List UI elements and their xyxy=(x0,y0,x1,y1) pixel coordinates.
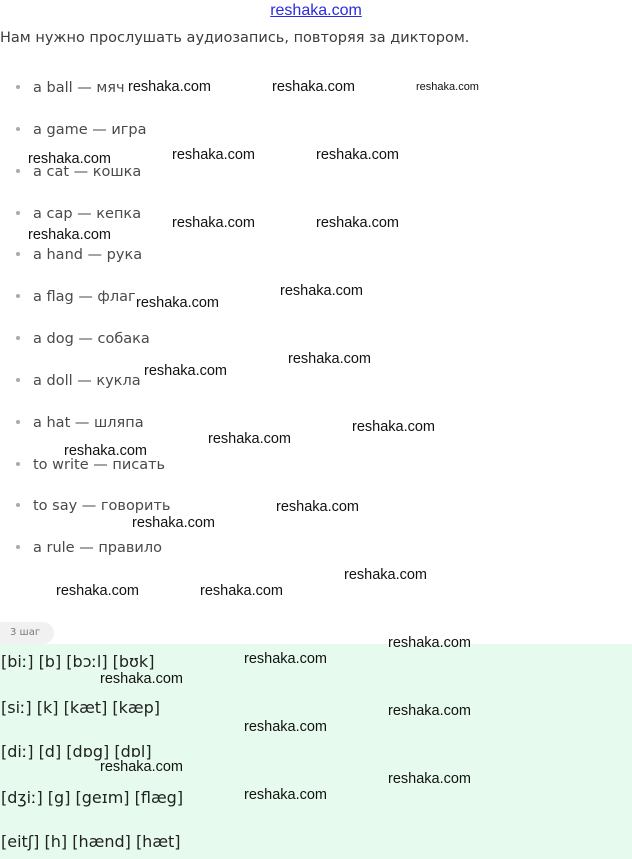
list-item xyxy=(16,289,136,305)
watermark: reshaka.com xyxy=(288,351,372,367)
list-item xyxy=(16,247,142,263)
vocabulary-word: a rule — правило xyxy=(33,540,162,556)
watermark: reshaka.com xyxy=(100,759,184,775)
watermark: reshaka.com xyxy=(56,583,140,599)
vocabulary-word: to say — говорить xyxy=(33,498,171,514)
watermark: reshaka.com xyxy=(136,295,220,311)
list-item xyxy=(16,206,141,222)
bullet-icon xyxy=(16,211,20,215)
watermark: reshaka.com xyxy=(388,635,472,651)
bullet-icon xyxy=(16,462,20,466)
bullet-icon xyxy=(16,127,20,131)
transcription-line: [eitʃ] [h] [hænd] [hæt] xyxy=(1,832,181,851)
watermark: reshaka.com xyxy=(244,651,328,667)
list-item xyxy=(16,540,162,556)
watermark: reshaka.com xyxy=(28,151,112,167)
watermark: reshaka.com xyxy=(28,227,112,243)
transcription-line: [dʒiː] [g] [geɪm] [flæg] xyxy=(1,788,184,807)
watermark: reshaka.com xyxy=(280,283,364,299)
bullet-icon xyxy=(16,503,20,507)
vocabulary-word: a hat — шляпа xyxy=(33,415,144,431)
transcription-line: [siː] [k] [kæt] [kæp] xyxy=(1,698,161,717)
bullet-icon xyxy=(16,252,20,256)
intro-text: Нам нужно прослушать аудиозапись, повторяя за диктором. xyxy=(0,30,470,46)
transcription-line: [biː] [b] [bɔːl] [bʊk] xyxy=(1,652,155,671)
watermark: reshaka.com xyxy=(144,363,228,379)
list-item xyxy=(16,498,170,514)
watermark: reshaka.com xyxy=(276,499,360,515)
site-logo-link[interactable]: reshaka.com xyxy=(270,2,362,19)
step-badge: 3 шаг xyxy=(0,622,54,644)
vocabulary-word: a cat — кошка xyxy=(33,164,142,180)
watermark: reshaka.com xyxy=(388,703,472,719)
watermark: reshaka.com xyxy=(388,771,472,787)
transcription-line: [diː] [d] [dɒg] [dɒl] xyxy=(1,742,152,761)
vocabulary-word: a game — игра xyxy=(33,122,147,138)
bullet-icon xyxy=(16,169,20,173)
watermark: reshaka.com xyxy=(172,215,256,231)
watermark: reshaka.com xyxy=(172,147,256,163)
vocabulary-word: a ball — мяч xyxy=(33,80,125,96)
vocabulary-word: to write — писать xyxy=(33,457,166,473)
list-item xyxy=(16,457,165,473)
bullet-icon xyxy=(16,545,20,549)
vocabulary-word: a cap — кепка xyxy=(33,206,142,222)
list-item xyxy=(16,122,146,138)
watermark: reshaka.com xyxy=(344,567,428,583)
watermark: reshaka.com xyxy=(132,515,216,531)
bullet-icon xyxy=(16,294,20,298)
list-item xyxy=(16,373,141,389)
vocabulary-word: a hand — рука xyxy=(33,247,143,263)
bullet-icon xyxy=(16,85,20,89)
watermark: reshaka.com xyxy=(128,79,212,95)
watermark: reshaka.com xyxy=(244,719,328,735)
vocabulary-word: a doll — кукла xyxy=(33,373,141,389)
watermark: reshaka.com xyxy=(208,431,292,447)
watermark: reshaka.com xyxy=(64,443,148,459)
watermark: reshaka.com xyxy=(272,79,356,95)
watermark: reshaka.com xyxy=(316,147,400,163)
watermark: reshaka.com xyxy=(100,671,184,687)
list-item xyxy=(16,80,125,96)
vocabulary-word: a flag — флаг xyxy=(33,289,136,305)
answer-panel xyxy=(0,644,632,859)
watermark: reshaka.com xyxy=(200,583,284,599)
bullet-icon xyxy=(16,420,20,424)
vocabulary-word: a dog — собака xyxy=(33,331,150,347)
watermark: reshaka.com xyxy=(316,215,400,231)
watermark: reshaka.com xyxy=(244,787,328,803)
bullet-icon xyxy=(16,378,20,382)
list-item xyxy=(16,415,144,431)
list-item xyxy=(16,331,150,347)
watermark: reshaka.com xyxy=(352,419,436,435)
watermark: reshaka.com xyxy=(416,81,479,93)
bullet-icon xyxy=(16,336,20,340)
